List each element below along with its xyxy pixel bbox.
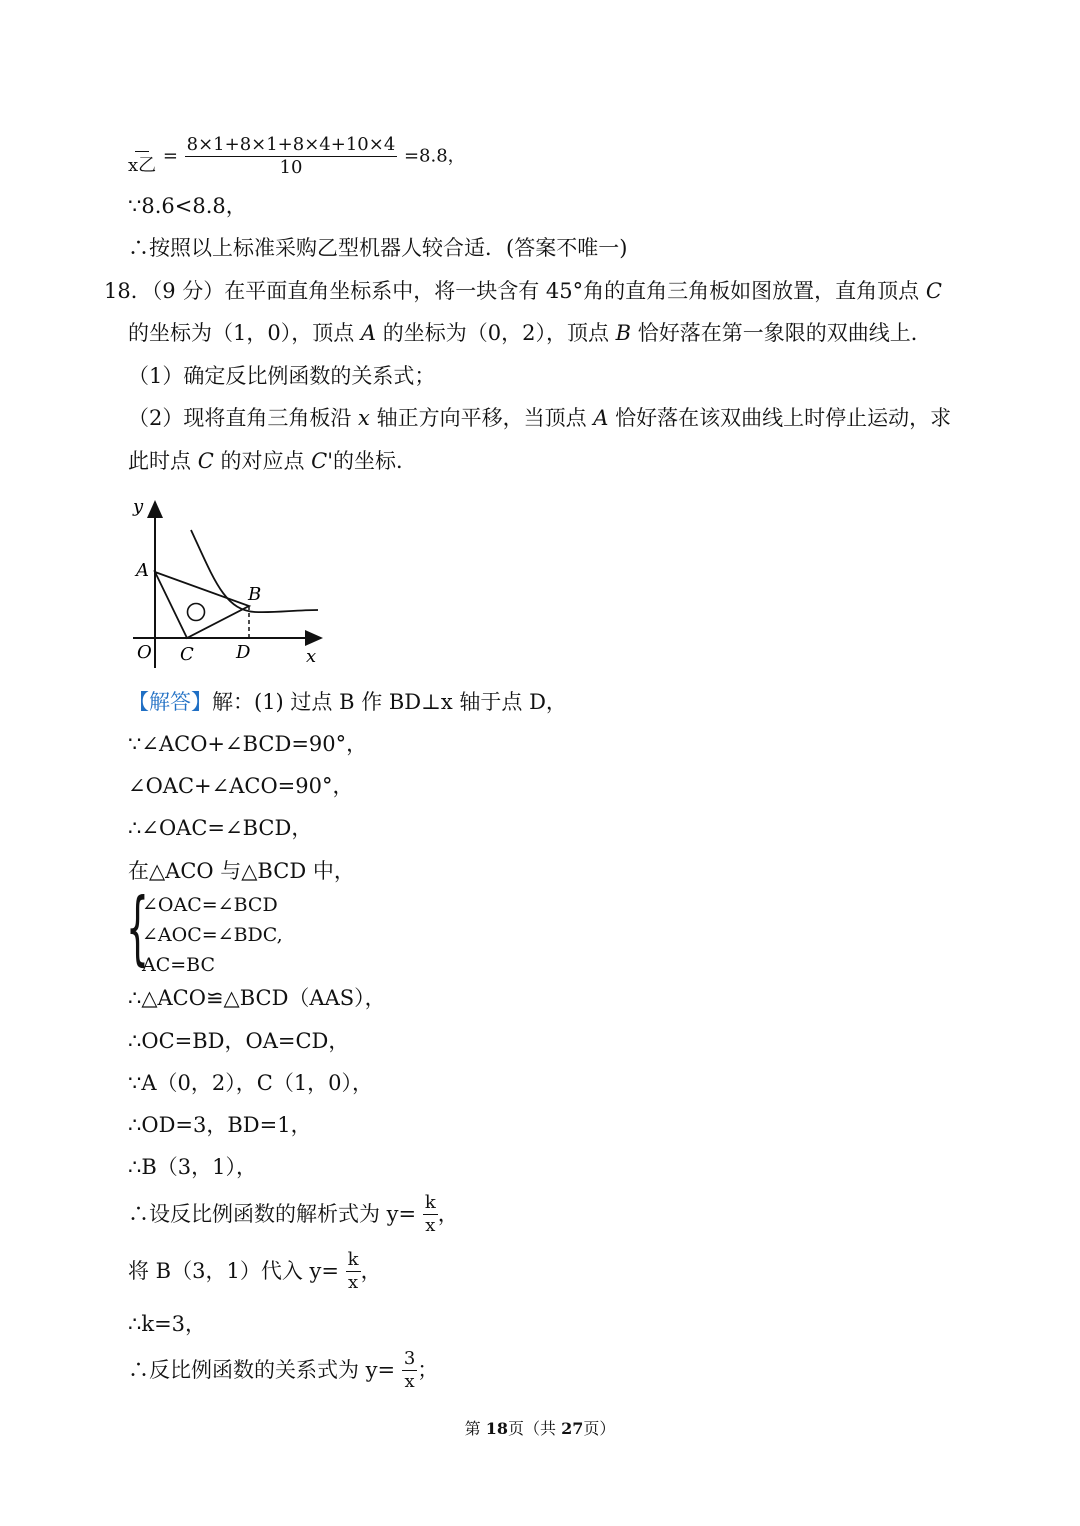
solution-line-11: ∴设反比例函数的解析式为 y= $\frac{k}{x}$ ，	[128, 1192, 459, 1236]
left-brace: {	[126, 881, 149, 974]
fraction-k-over-x: $\frac{k}{x}$	[424, 1192, 436, 1236]
problem-line-2: 的坐标为（1，0），顶点 A 的坐标为（0，2），顶点 B 恰好落在第一象限的双曲线上．	[128, 321, 932, 345]
solution-line-7: ∴OC=BD，OA=CD，	[128, 1029, 350, 1053]
mean-fraction: $\frac{8\times 1+8\times 1+8\times 4+10\times 4}{10}$	[186, 134, 396, 178]
conclusion-line: ∴按照以上标准采购乙型机器人较合适．(答案不唯一)	[128, 236, 628, 260]
solution-line-2: ∵∠ACO+∠BCD=90°，	[128, 732, 368, 756]
system-row-2: ∠AOC=∠BDC,	[142, 924, 283, 946]
geometry-figure	[125, 492, 335, 672]
label-c: C	[180, 644, 194, 665]
solution-line-3: ∠OAC+∠ACO=90°，	[128, 774, 354, 798]
problem-line-1: 18．（9 分）在平面直角坐标系中，将一块含有 45°角的直角三角板如图放置，直角顶点 C	[104, 279, 942, 303]
solution-line-4: ∴∠OAC=∠BCD，	[128, 816, 313, 840]
label-a: A	[136, 560, 149, 581]
label-b: B	[248, 584, 262, 605]
fraction-3-over-x: $\frac{3}{x}$	[403, 1348, 416, 1392]
x-bar-symbol: x乙	[128, 151, 156, 175]
system-row-3: AC=BC	[142, 954, 216, 976]
solution-line-8: ∵A（0，2），C（1，0），	[128, 1071, 374, 1095]
solution-line-9: ∴OD=3，BD=1，	[128, 1113, 312, 1137]
solution-line-13: ∴k=3，	[128, 1312, 207, 1336]
total-pages: 27	[561, 1419, 584, 1438]
solution-line-10: ∴B（3，1），	[128, 1155, 258, 1179]
solution-line-5: 在△ACO 与△BCD 中，	[128, 859, 355, 883]
label-d: D	[236, 642, 251, 663]
solution-line-14: ∴反比例函数的关系式为 y= $\frac{3}{x}$ ；	[128, 1348, 439, 1392]
solution-line-12: 将 B（3，1）代入 y= $\frac{k}{x}$ ，	[128, 1249, 382, 1293]
fraction-k-over-x-2: $\frac{k}{x}$	[347, 1249, 359, 1293]
triangle-hole	[188, 604, 205, 621]
label-o: O	[137, 642, 152, 663]
mean-formula: x乙 = $\frac{8\times 1+8\times 1+8\times 4+10\times 4}{10}$ =8.8，	[128, 134, 466, 178]
system-row-1: ∠OAC=∠BCD	[142, 894, 278, 916]
solution-tag: 【解答】	[128, 690, 212, 714]
label-x: x	[306, 646, 317, 667]
page-footer: 第 18页（共 27页）	[464, 1419, 616, 1438]
solution-line-6: ∴△ACO≌△BCD（AAS），	[128, 986, 386, 1010]
question-2-cont: 此时点 C 的对应点 C'的坐标．	[128, 449, 417, 473]
compare-line: ∵8.6<8.8，	[128, 194, 247, 218]
question-1: （1）确定反比例函数的关系式；	[128, 364, 436, 388]
label-y: y	[133, 496, 144, 517]
page-number: 18	[485, 1419, 508, 1438]
question-2: （2）现将直角三角板沿 x 轴正方向平移，当顶点 A 恰好落在该双曲线上时停止运动，求	[128, 406, 952, 430]
solution-line-1: 【解答】解：(1) 过点 B 作 BD⊥x 轴于点 D，	[128, 690, 567, 714]
